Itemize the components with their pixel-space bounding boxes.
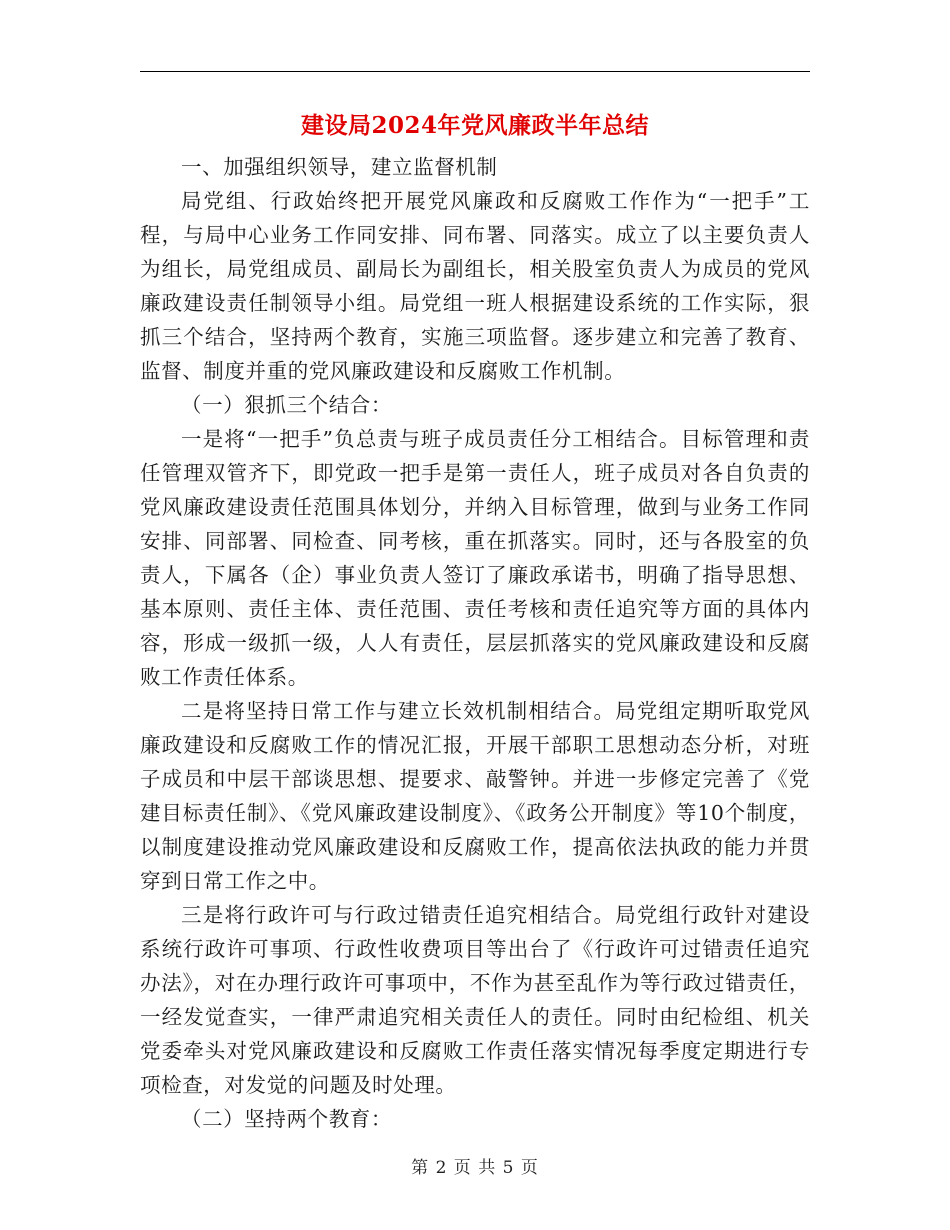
page-number: 第 2 页 共 5 页	[411, 1158, 539, 1178]
subsection-heading: （一）狠抓三个结合：	[181, 393, 392, 417]
document-body	[140, 150, 810, 1136]
paragraph: 三是将行政许可与行政过错责任追究相结合。局党组行政针对建设系统行政许可事项、行政性收费项目等出台了《行政许可过错责任追究办法》，对在办理行政许可事项中，不作为甚至乱作为等行政过错责任，一经发觉查实，一律严肃追究相关责任人的责任。同时由纪检组、机关党委牵头对党风廉政建设和反腐败工作责任落实情况每季度定期进行专项检查，对发觉的问题及时处理。	[140, 903, 810, 1097]
paragraph: 二是将坚持日常工作与建立长效机制相结合。局党组定期听取党风廉政建设和反腐败工作的情况汇报，开展干部职工思想动态分析，对班子成员和中层干部谈思想、提要求、敲警钟。并进一步修定完善了《党建目标责任制》、《党风廉政建设制度》、《政务公开制度》等10个制度，以制度建设推动党风廉政建设和反腐败工作，提高依法执政的能力并贯穿到日常工作之中。	[140, 699, 810, 893]
section-heading: 一、加强组织领导，建立监督机制	[181, 155, 498, 179]
paragraph: 局党组、行政始终把开展党风廉政和反腐败工作作为“一把手”工程，与局中心业务工作同安排、同布署、同落实。成立了以主要负责人为组长，局党组成员、副局长为副组长，相关股室负责人为成员的党风廉政建设责任制领导小组。局党组一班人根据建设系统的工作实际，狠抓三个结合，坚持两个教育，实施三项监督。逐步建立和完善了教育、监督、制度并重的党风廉政建设和反腐败工作机制。	[140, 189, 810, 383]
document-title: 建设局2024年党风廉政半年总结	[300, 112, 649, 139]
header-rule	[140, 71, 810, 72]
paragraph: 一是将“一把手”负总责与班子成员责任分工相结合。目标管理和责任管理双管齐下，即党政一把手是第一责任人，班子成员对各自负责的党风廉政建设责任范围具体划分，并纳入目标管理，做到与业务工作同安排、同部署、同检查、同考核，重在抓落实。同时，还与各股室的负责人，下属各（企）事业负责人签订了廉政承诺书，明确了指导思想、基本原则、责任主体、责任范围、责任考核和责任追究等方面的具体内容，形成一级抓一级，人人有责任，层层抓落实的党风廉政建设和反腐败工作责任体系。	[140, 427, 810, 689]
subsection-heading: （二）坚持两个教育：	[181, 1107, 392, 1131]
